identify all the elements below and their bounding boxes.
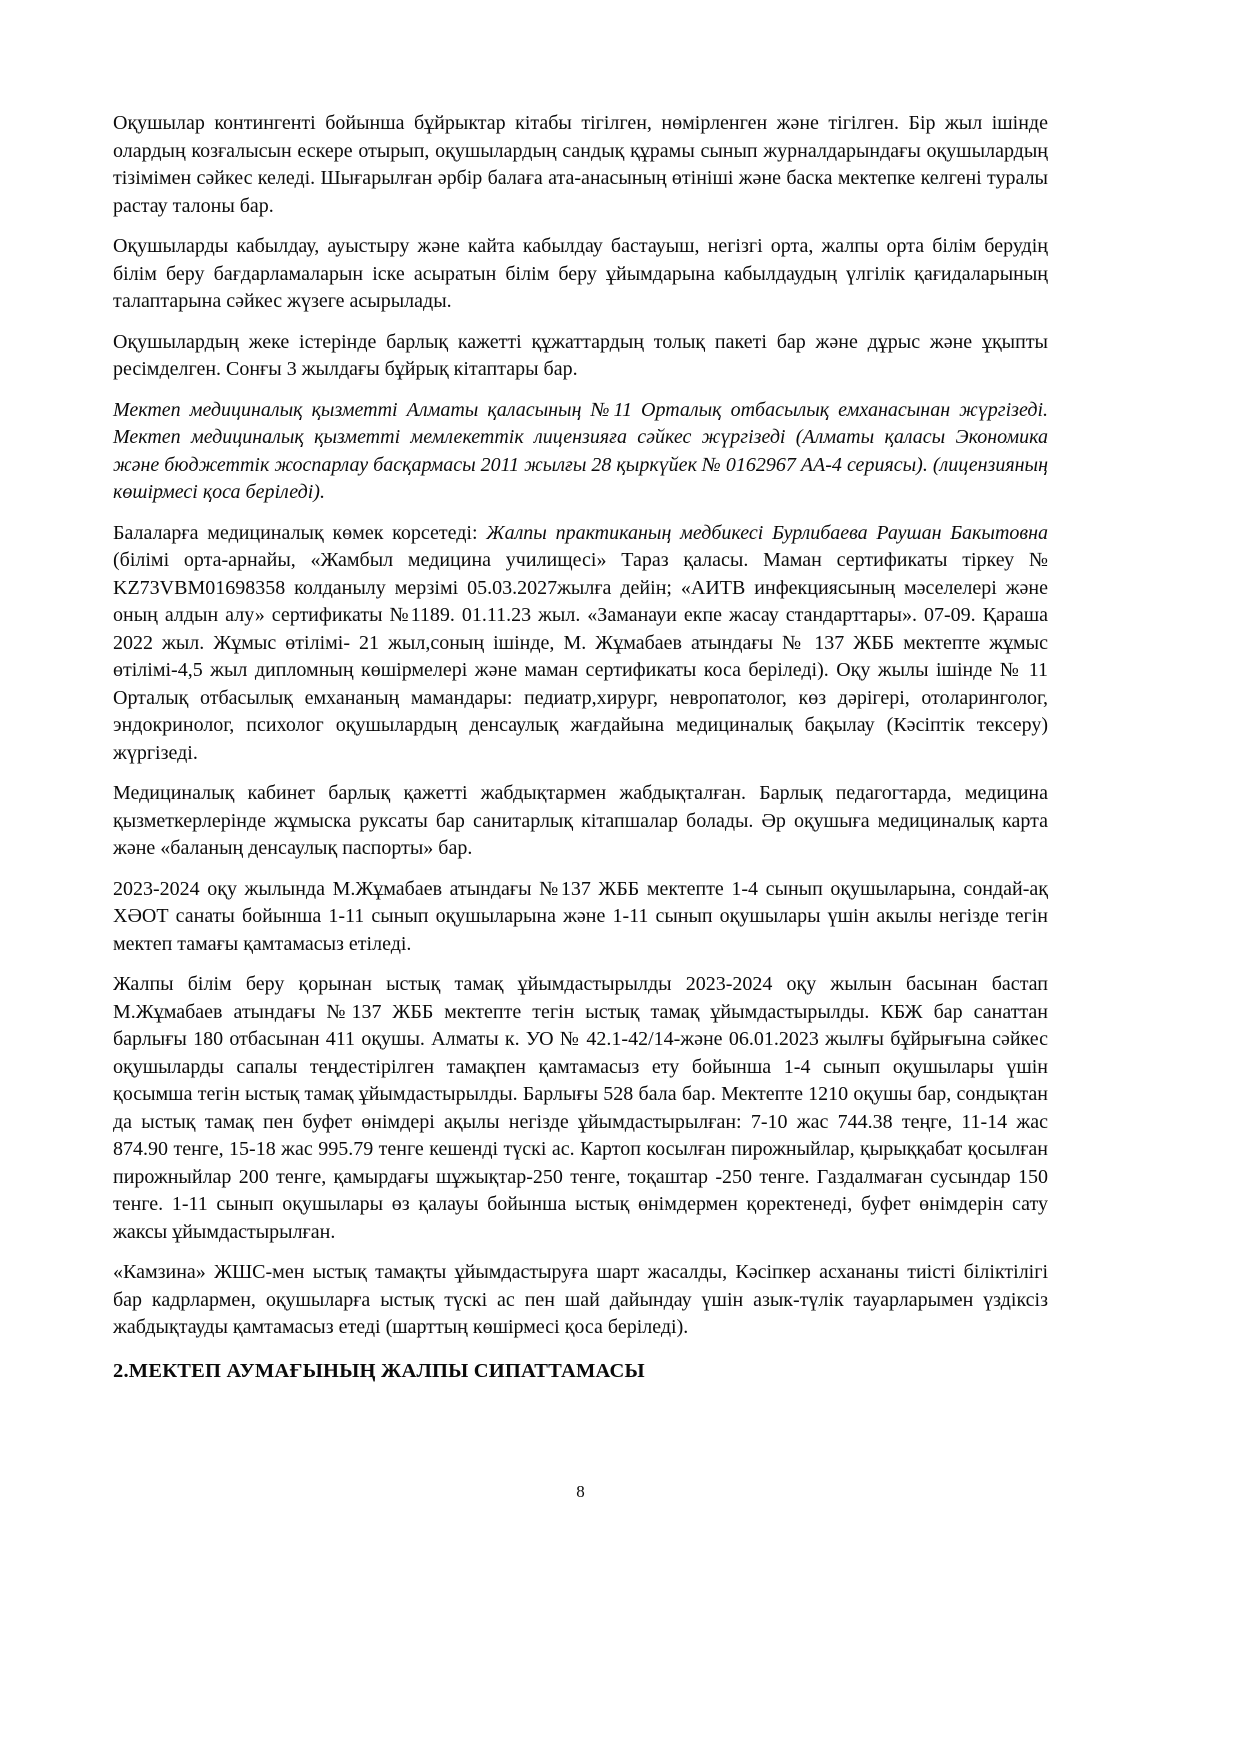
paragraph-free-school-meals: 2023-2024 оқу жылында М.Жұмабаев атындағы №137 ЖББ мектепте 1-4 сынып оқушыларына, сондай-ақ ХӘОТ санаты бойынша 1-11 сынып оқушыларына және 1-11 сынып оқушылары үшін акылы негізде тегін мектеп тамағы қамтамасыз етіледі.	[113, 877, 1048, 955]
paragraph-medical-staff-details: (білімі орта-арнайы, «Жамбыл медицина училищесі» Тараз қаласы. Маман сертификаты тіркеу № KZ73VBM01698358 колданылу мерзімі 05.03.2027жылға дейін; «АИТВ инфекциясының мәселелері және оның алдын алу» сертификаты №1189. 01.11.23 жыл. «Заманауи екпе жасау стандарттары». 07-09. Қараша 2022 жыл. Жұмыс өтілімі- 21 жыл,соның ішінде, М. Жұмабаев атындағы № 137 ЖББ мектепте жұмыс өтілімі-4,5 жыл дипломның көшірмелері және маман сертификаты коса беріледі). Оқу жылы ішінде № 11 Орталық отбасылық емхананың мамандары: педиатр,хирург, невропатолог, көз дәрігері, отоларинголог, эндокринолог, психолог оқушылардың денсаулық жағдайына медициналық бақылау (Кәсіптік тексеру) жүргізеді.	[113, 549, 1048, 764]
paragraph-personal-files: Оқушылардың жеке істерінде барлық кажетті құжаттардың толық пакеті бар және дұрыс және ұқыпты ресімделген. Сонғы 3 жылдағы бұйрық кітаптары бар.	[113, 330, 1048, 380]
paragraph-medical-cabinet: Медициналық кабинет барлық қажетті жабдықтармен жабдықталған. Барлық педагогтарда, медицина қызметкерлерінде жұмыска руксаты бар санитарлық кітапшалар болады. Әр оқушыға медициналық карта және «баланың денсаулық паспорты» бар.	[113, 782, 1048, 859]
section-heading-school-territory: 2.МЕКТЕП АУМАҒЫНЫҢ ЖАЛПЫ СИПАТТАМАСЫ	[113, 1359, 645, 1382]
paragraph-medical-staff-nurse-name: Жалпы практиканың медбикесі Бурлибаева Раушан Бакытовна	[486, 521, 1049, 544]
paragraph-medical-staff-lead: Балаларға медициналық көмек корсетеді:	[113, 521, 487, 544]
page-number: 8	[576, 1482, 585, 1501]
paragraph-kamzina-contract: «Камзина» ЖШС-мен ыстық тамақты ұйымдастыруға шарт жасалды, Кәсіпкер асхананы тиісті біліктілігі бар кадрлармен, оқушыларға ыстық түскі ас пен шай дайындау үшін азык-түлік тауарларымен үздіксіз жабдықтауды қамтамасыз етеді (шарттың көшірмесі қоса беріледі).	[113, 1261, 1048, 1338]
paragraph-student-contingent-orders: Оқушылар контингенті бойынша бұйрыктар кітабы тігілген, нөмірленген және тігілген. Бір жыл ішінде олардың козғалысын ескере отырып, оқушылардың сандық құрамы сынып журналдарындағы оқушылардың тізімімен сәйкес келеді. Шығарылған әрбір балаға ата-анасының өтініші және баска мектепке келгені туралы растау талоны бар.	[113, 112, 1048, 217]
paragraph-admission-transfer-rules: Оқушыларды кабылдау, ауыстыру және кайта кабылдау бастауыш, негізгі орта, жалпы орта білім берудің білім беру бағдарламаларын іске асыратын білім беру ұйымдарына кабылдаудың үлгілік қағидаларының талаптарына сәйкес жүзеге асырылады.	[113, 235, 1048, 312]
paragraph-hot-meals-organization: Жалпы білім беру қорынан ыстық тамақ ұйымдастырылды 2023-2024 оқу жылын басынан бастап М.Жұмабаев атындағы №137 ЖББ мектепте тегін ыстық тамақ ұйымдастырылды. КБЖ бар санаттан барлығы 180 отбасынан 411 оқушы. Алматы к. УО № 42.1-42/14-және 06.01.2023 жылғы бұйрығына сәйкес оқушыларды сапалы теңдестірілген тамақпен қамтамасыз ету бойынша 1-4 сынып оқушылары үшін қосымша тегін ыстық тамақ ұйымдастырылды. Барлығы 528 бала бар. Мектепте 1210 оқушы бар, сондықтан да ыстық тамақ пен буфет өнімдері ақылы негізде ұйымдастырылған: 7-10 жас 744.38 теңге, 11-14 жас 874.90 тенге, 15-18 жас 995.79 тенге кешенді түскі ас. Картоп косылған пирожныйлар, қырыққабат қосылған пирожныйлар 200 тенге, қамырдағы шұжықтар-250 тенге, тоқаштар -250 тенге. Газдалмаған сусындар 150 тенге. 1-11 сынып оқушылары өз қалауы бойынша ыстық өнімдермен қоректенеді, буфет өнімдерін сату жаксы ұйымдастырылған.	[113, 973, 1048, 1243]
paragraph-medical-staff	[113, 520, 1048, 768]
paragraph-medical-service-license: Мектеп медициналық қызметті Алматы қаласының №11 Орталық отбасылық емханасынан жүргізеді. Мектеп медициналық қызметті мемлекеттік лицензияға сәйкес жүргізеді (Алматы қаласы Экономика және бюджеттік жоспарлау басқармасы 2011 жылғы 28 қыркүйек № 0162967 АА-4 сериясы). (лицензияның көшірмесі қоса беріледі).	[113, 398, 1048, 503]
